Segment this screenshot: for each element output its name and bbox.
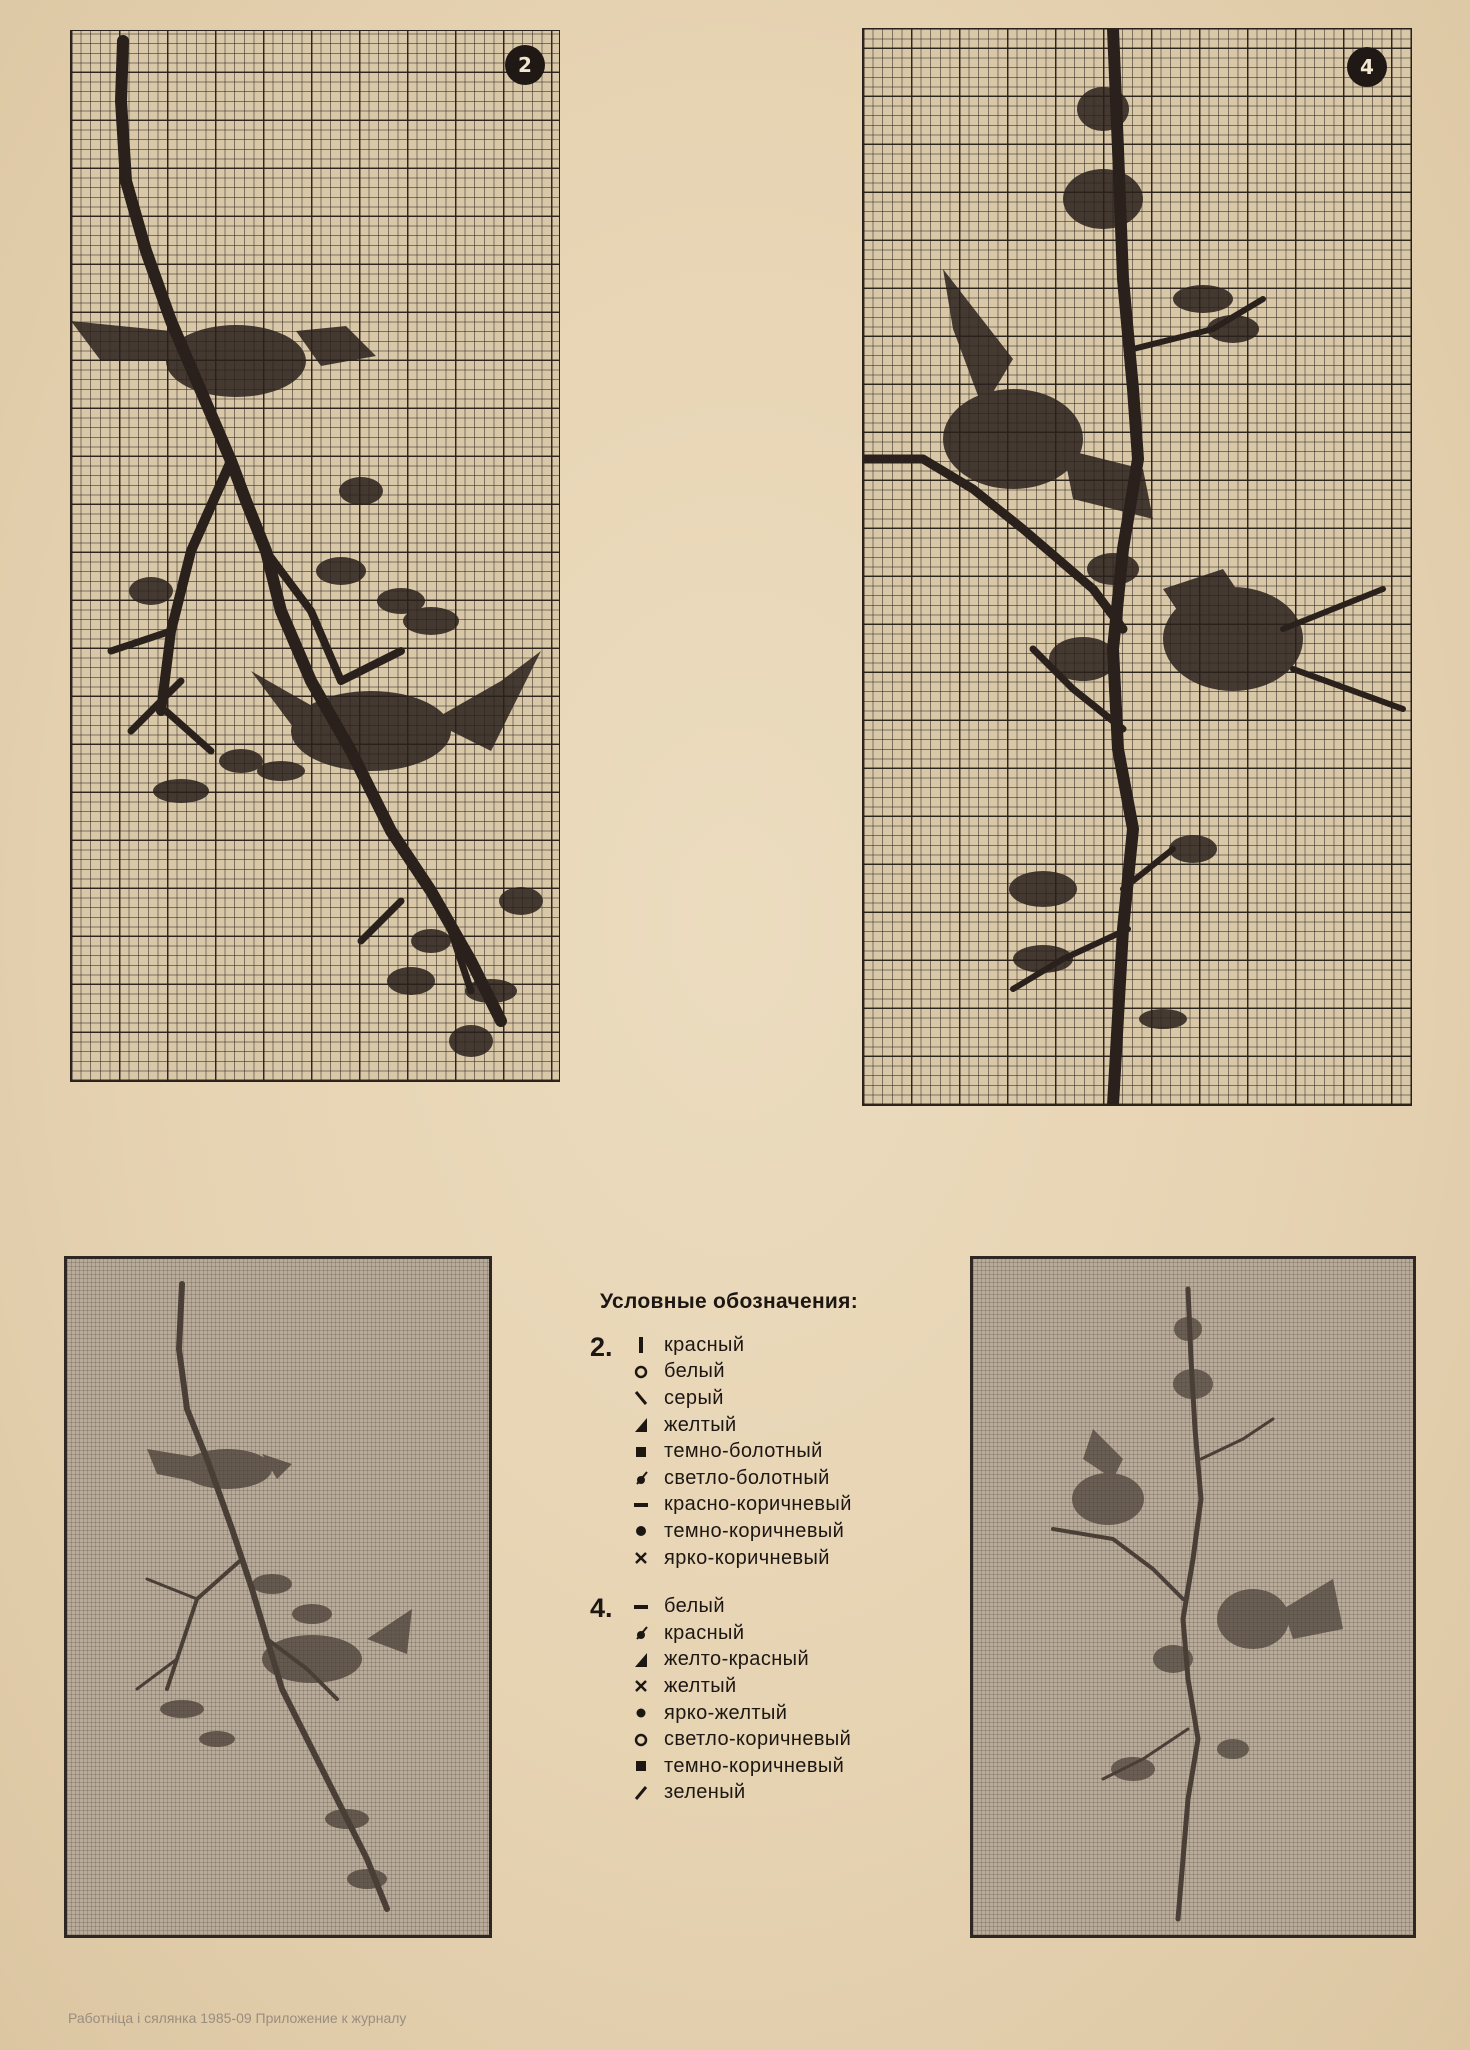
dash-icon <box>626 1494 656 1516</box>
legend <box>584 1290 944 1828</box>
backslash-icon <box>626 1387 656 1409</box>
legend-group-number: 4. <box>590 1593 613 1624</box>
square-icon <box>626 1755 656 1777</box>
dot-icon <box>626 1520 656 1542</box>
circle-icon <box>626 1729 656 1751</box>
legend-label: темно-коричневый <box>664 1519 845 1542</box>
legend-label: желтый <box>664 1674 737 1697</box>
cross-icon <box>626 1675 656 1697</box>
embroidery-photo-4 <box>970 1256 1416 1938</box>
embroidery-photo-2 <box>64 1256 492 1938</box>
legend-row <box>584 1492 944 1519</box>
legend-row <box>584 1700 944 1727</box>
legend-label: белый <box>664 1595 725 1618</box>
legend-label: красно-коричневый <box>664 1493 852 1516</box>
legend-label: темно-коричневый <box>664 1754 845 1777</box>
legend-row <box>584 1593 944 1620</box>
cross-icon <box>626 1547 656 1569</box>
legend-row <box>584 1385 944 1412</box>
check-icon <box>626 1467 656 1489</box>
circle-icon <box>626 1361 656 1383</box>
legend-label: красный <box>664 1333 745 1356</box>
slash-icon <box>626 1782 656 1804</box>
legend-group-4 <box>584 1593 944 1806</box>
legend-label: ярко-желтый <box>664 1701 788 1724</box>
legend-label: желтый <box>664 1413 737 1436</box>
footer-caption: Работніца і сялянка 1985-09 Приложение к журналу <box>68 2010 407 2026</box>
legend-group-number: 2. <box>590 1332 613 1362</box>
chart-number-badge: 2 <box>505 45 545 85</box>
legend-row <box>584 1438 944 1465</box>
check-icon <box>626 1622 656 1644</box>
legend-row <box>584 1412 944 1439</box>
legend-row <box>584 1753 944 1780</box>
triangle-icon <box>626 1649 656 1671</box>
dot-icon <box>626 1702 656 1724</box>
legend-title: Условные обозначения: <box>600 1290 858 1313</box>
square-icon <box>626 1441 656 1463</box>
legend-label: красный <box>664 1621 745 1644</box>
cross-stitch-chart-2 <box>70 30 560 1082</box>
embroidery-photo-2-image <box>67 1259 489 1935</box>
legend-label: зеленый <box>664 1781 746 1804</box>
legend-row <box>584 1673 944 1700</box>
legend-label: серый <box>664 1386 724 1409</box>
legend-label: светло-болотный <box>664 1466 830 1489</box>
legend-label: светло-коричневый <box>664 1728 852 1751</box>
legend-row <box>584 1780 944 1807</box>
legend-row <box>584 1647 944 1674</box>
bar-icon <box>626 1334 656 1356</box>
legend-row <box>584 1359 944 1386</box>
legend-row <box>584 1332 944 1359</box>
legend-group-2 <box>584 1332 944 1571</box>
chart-2-motif <box>71 31 559 1081</box>
chart-number-badge: 4 <box>1347 47 1387 87</box>
legend-row <box>584 1545 944 1572</box>
legend-label: белый <box>664 1360 725 1383</box>
legend-row <box>584 1726 944 1753</box>
dash-icon <box>626 1596 656 1618</box>
cross-stitch-chart-4 <box>862 28 1412 1106</box>
legend-label: желто-красный <box>664 1648 810 1671</box>
embroidery-photo-4-image <box>973 1259 1413 1935</box>
legend-label: темно-болотный <box>664 1440 823 1463</box>
legend-row <box>584 1465 944 1492</box>
legend-row <box>584 1518 944 1545</box>
legend-label: ярко-коричневый <box>664 1546 830 1569</box>
legend-row <box>584 1620 944 1647</box>
triangle-icon <box>626 1414 656 1436</box>
chart-4-motif <box>863 29 1411 1105</box>
